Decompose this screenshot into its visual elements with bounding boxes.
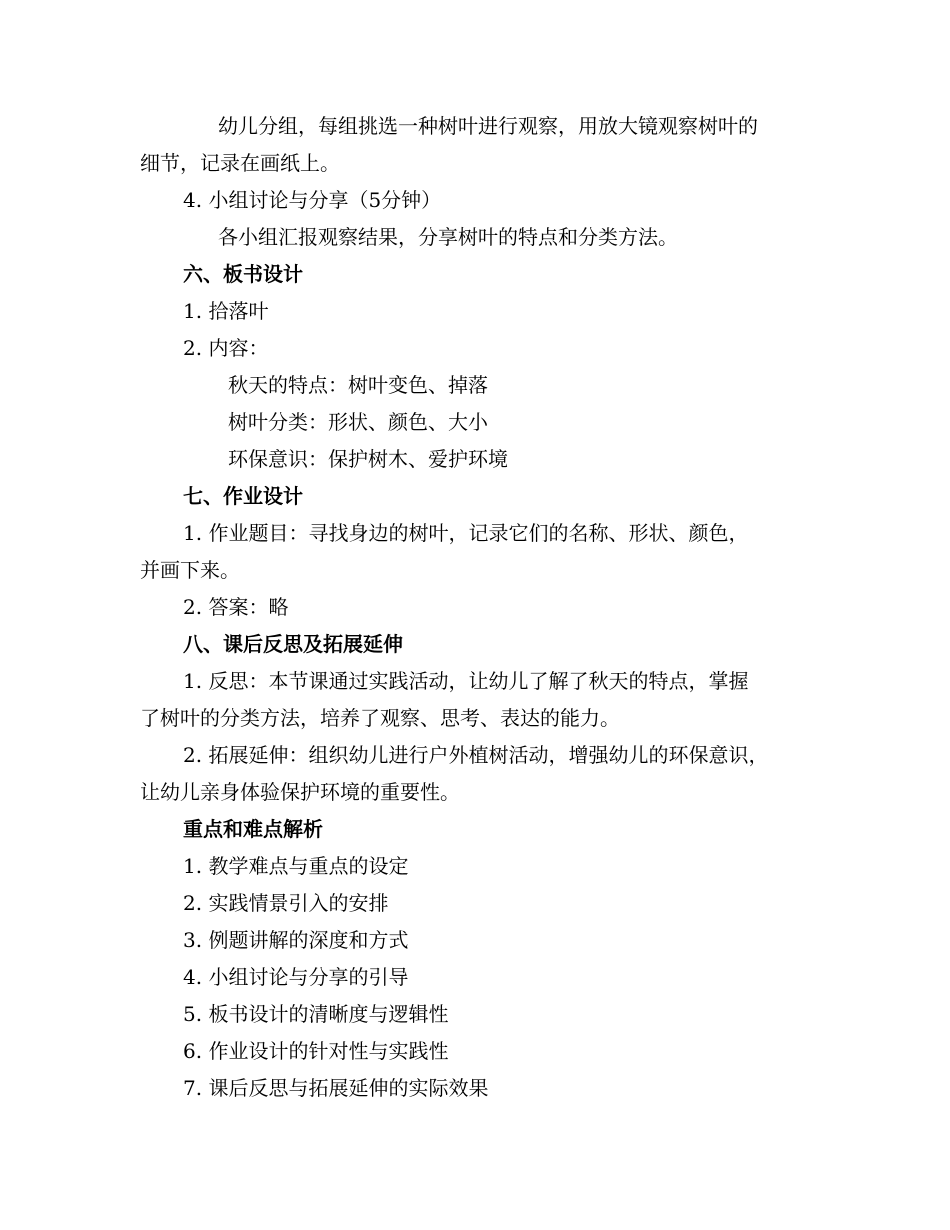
list-item: 5. 板书设计的清晰度与逻辑性	[183, 1002, 449, 1026]
list-item: 4. 小组讨论与分享（5分钟）	[183, 188, 442, 212]
section-heading: 重点和难点解析	[183, 817, 323, 841]
paragraph-line: 让幼儿亲身体验保护环境的重要性。	[140, 780, 460, 804]
list-item: 4. 小组讨论与分享的引导	[183, 965, 409, 989]
list-item: 1. 反思：本节课通过实践活动，让幼儿了解了秋天的特点，掌握	[183, 669, 749, 693]
sub-item: 秋天的特点：树叶变色、掉落	[228, 373, 488, 397]
paragraph-line: 并画下来。	[140, 558, 240, 582]
list-item: 3. 例题讲解的深度和方式	[183, 928, 409, 952]
list-item: 2. 内容：	[183, 336, 269, 360]
paragraph-line: 各小组汇报观察结果，分享树叶的特点和分类方法。	[218, 225, 678, 249]
list-item: 2. 答案：略	[183, 595, 289, 619]
list-item: 2. 拓展延伸：组织幼儿进行户外植树活动，增强幼儿的环保意识，	[183, 743, 769, 767]
list-item: 1. 作业题目：寻找身边的树叶，记录它们的名称、形状、颜色，	[183, 521, 749, 545]
sub-item: 树叶分类：形状、颜色、大小	[228, 410, 488, 434]
paragraph-line: 幼儿分组，每组挑选一种树叶进行观察，用放大镜观察树叶的	[218, 114, 758, 138]
list-item: 1. 拾落叶	[183, 299, 269, 323]
list-item: 2. 实践情景引入的安排	[183, 891, 389, 915]
paragraph-line: 细节，记录在画纸上。	[140, 151, 340, 175]
list-item: 1. 教学难点与重点的设定	[183, 854, 409, 878]
section-heading: 七、作业设计	[183, 484, 303, 508]
section-heading: 八、课后反思及拓展延伸	[183, 632, 403, 656]
list-item: 6. 作业设计的针对性与实践性	[183, 1039, 449, 1063]
section-heading: 六、板书设计	[183, 262, 303, 286]
sub-item: 环保意识：保护树木、爱护环境	[228, 447, 508, 471]
paragraph-line: 了树叶的分类方法，培养了观察、思考、表达的能力。	[140, 706, 620, 730]
list-item: 7. 课后反思与拓展延伸的实际效果	[183, 1076, 489, 1100]
